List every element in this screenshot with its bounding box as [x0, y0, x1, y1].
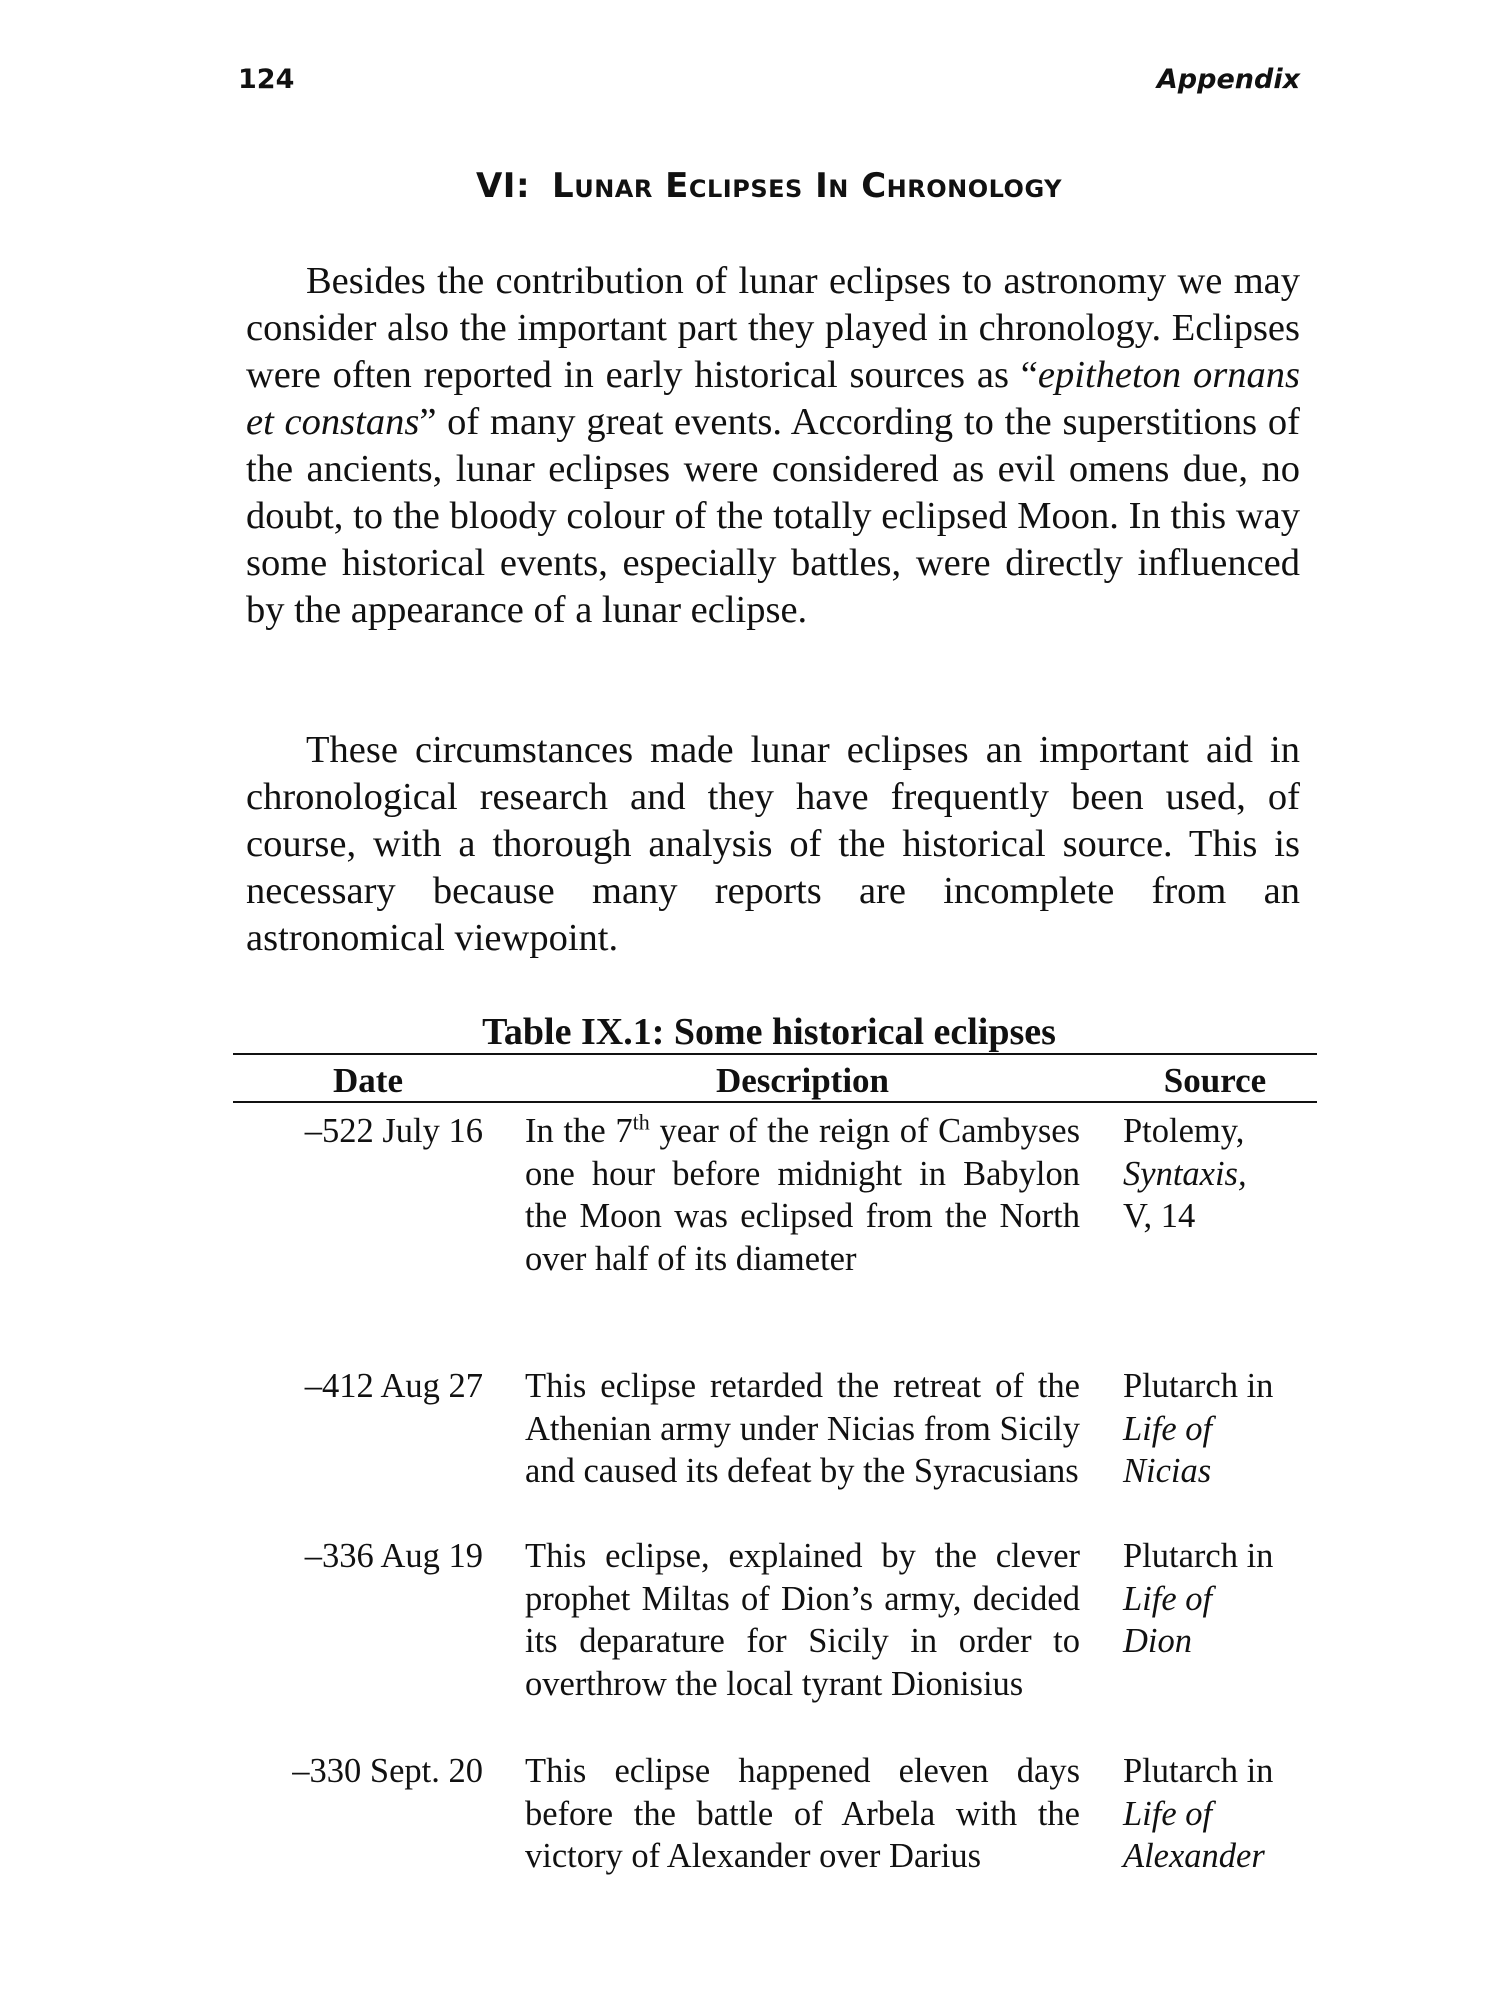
- eclipses-table: [233, 1053, 1317, 1875]
- row-source-ref: V, 14: [1123, 1197, 1196, 1235]
- row-source: [1123, 1535, 1317, 1663]
- row-description: This eclipse retarded the retreat of the Athenian army under Nicias from Sicily and caused its defeat by the Syracusians: [525, 1367, 1080, 1490]
- row-source-work: Life of: [1123, 1409, 1213, 1448]
- page-number: 124: [238, 64, 295, 95]
- section-title: [238, 166, 1300, 206]
- row-description-part: year of the reign of Cambyses one hour before midnight in Babylon the Moon was eclipsed from the North over half of its diameter: [525, 1112, 1081, 1278]
- row-date: –330 Sept. 20: [292, 1752, 483, 1790]
- row-date: –336 Aug 19: [304, 1537, 483, 1575]
- row-description: [525, 1110, 1080, 1280]
- row-date: –522 July 16: [304, 1112, 483, 1150]
- row-source-work: Life of: [1123, 1794, 1213, 1833]
- row-source-work: Syntaxis,: [1123, 1154, 1247, 1193]
- paragraph-1: [246, 258, 1300, 634]
- header-source: Source: [1163, 1061, 1267, 1100]
- header-description: Description: [715, 1061, 890, 1100]
- row-source-work: Dion: [1123, 1622, 1192, 1660]
- row-source-author: Plutarch in: [1123, 1752, 1274, 1790]
- table-header-row: [233, 1055, 1317, 1103]
- row-source-work: Nicias: [1123, 1452, 1212, 1490]
- row-date: –412 Aug 27: [304, 1367, 483, 1405]
- header-date: Date: [333, 1061, 403, 1100]
- section-title-text: Lunar Eclipses In Chronology: [552, 166, 1063, 206]
- row-source: [1123, 1110, 1317, 1238]
- row-source-work: Alexander: [1123, 1837, 1265, 1875]
- section-number: VI:: [475, 166, 531, 206]
- row-source-author: Ptolemy,: [1123, 1112, 1245, 1150]
- paragraph-1-text-before: Besides the contribution of lunar eclipses to astronomy we may consider also the important part they played in chronology. Eclipses were often reported in early historical sources as “: [246, 260, 1300, 396]
- row-description: This eclipse, explained by the clever prophet Miltas of Dion’s army, decided its deparature for Sicily in order to overthrow the local tyrant Dionisius: [525, 1537, 1080, 1703]
- table-caption: Table IX.1: Some historical eclipses: [482, 1011, 1056, 1053]
- page-header: [238, 64, 1300, 104]
- paragraph-2: These circumstances made lunar eclipses an important aid in chronological research and they have frequently been used, of course, with a thorough analysis of the historical source. This is necessary because many reports are incomplete from an astronomical viewpoint.: [246, 729, 1300, 959]
- running-head: Appendix: [1156, 64, 1300, 95]
- paragraph-1-text-after: ” of many great events. According to the superstitions of the ancients, lunar eclipses were considered as evil omens due, no doubt, to the bloody colour of the totally eclipsed Moon. In this way some historical events, especially battles, were directly influenced by the appearance of a lunar eclipse.: [246, 401, 1300, 631]
- row-source-author: Plutarch in: [1123, 1367, 1274, 1405]
- paragraph-1-latin-phrase: epitheton ornans et constans: [246, 354, 1301, 443]
- row-description: This eclipse happened eleven days before the battle of Arbela with the victory of Alexander over Darius: [525, 1752, 1080, 1875]
- row-source: [1123, 1365, 1317, 1493]
- row-description-superscript: th: [632, 1109, 650, 1135]
- row-description-part: In the 7: [525, 1112, 633, 1150]
- row-source: [1123, 1750, 1317, 1878]
- row-source-work: Life of: [1123, 1579, 1213, 1618]
- row-source-author: Plutarch in: [1123, 1537, 1274, 1575]
